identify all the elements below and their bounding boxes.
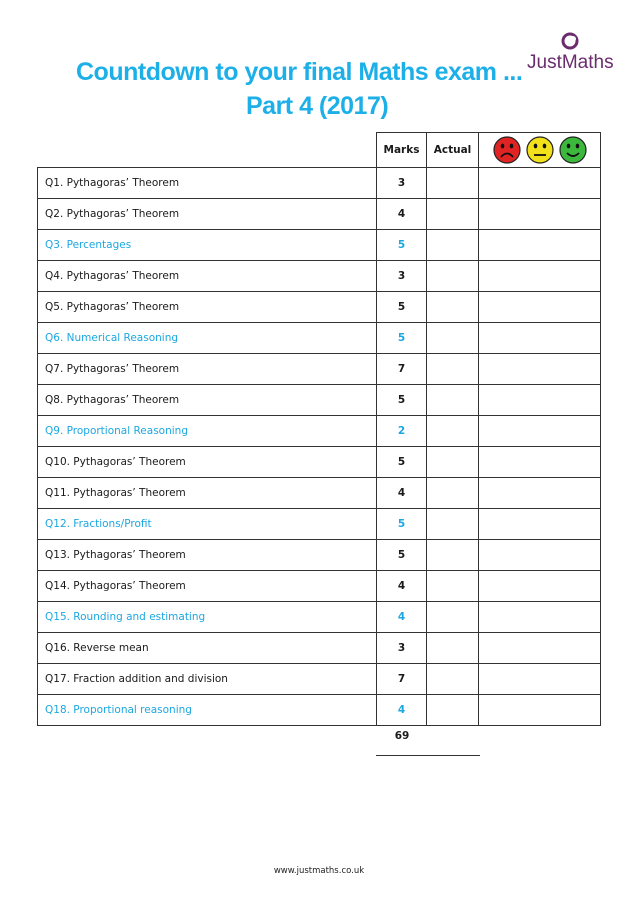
total-marks: 69 [394, 730, 410, 742]
table-row [38, 571, 601, 602]
question-cell: Q13. Pythagoras’ Theorem [38, 540, 377, 571]
actual-cell[interactable] [427, 416, 479, 447]
sad-face-icon [492, 135, 522, 165]
table-row [38, 354, 601, 385]
actual-cell[interactable] [427, 292, 479, 323]
confidence-cell[interactable] [479, 509, 601, 540]
confidence-cell[interactable] [479, 385, 601, 416]
question-cell: Q2. Pythagoras’ Theorem [38, 199, 377, 230]
marks-cell: 5 [377, 323, 427, 354]
marks-cell: 3 [377, 168, 427, 199]
actual-cell[interactable] [427, 633, 479, 664]
marks-cell: 3 [377, 261, 427, 292]
marks-table [37, 132, 601, 726]
table-row [38, 478, 601, 509]
actual-cell[interactable] [427, 168, 479, 199]
table-row [38, 230, 601, 261]
confidence-cell[interactable] [479, 478, 601, 509]
logo-text: JustMaths [527, 52, 614, 73]
question-cell: Q14. Pythagoras’ Theorem [38, 571, 377, 602]
actual-cell[interactable] [427, 230, 479, 261]
confidence-cell[interactable] [479, 230, 601, 261]
confidence-cell[interactable] [479, 261, 601, 292]
question-cell: Q10. Pythagoras’ Theorem [38, 447, 377, 478]
actual-cell[interactable] [427, 478, 479, 509]
confidence-cell[interactable] [479, 602, 601, 633]
actual-cell[interactable] [427, 199, 479, 230]
question-cell: Q18. Proportional reasoning [38, 695, 377, 726]
total-underline [376, 755, 480, 756]
question-cell: Q7. Pythagoras’ Theorem [38, 354, 377, 385]
marks-cell: 7 [377, 664, 427, 695]
table-row [38, 385, 601, 416]
confidence-cell[interactable] [479, 168, 601, 199]
table-row [38, 602, 601, 633]
question-cell: Q11. Pythagoras’ Theorem [38, 478, 377, 509]
question-cell: Q8. Pythagoras’ Theorem [38, 385, 377, 416]
happy-face-icon [558, 135, 588, 165]
actual-cell[interactable] [427, 664, 479, 695]
table-row [38, 633, 601, 664]
header-blank-cell [38, 133, 377, 168]
table-row [38, 447, 601, 478]
table-row [38, 168, 601, 199]
confidence-cell[interactable] [479, 292, 601, 323]
table-row [38, 292, 601, 323]
marks-cell: 5 [377, 292, 427, 323]
table-row [38, 261, 601, 292]
actual-cell[interactable] [427, 602, 479, 633]
marks-cell: 4 [377, 695, 427, 726]
table-row [38, 416, 601, 447]
question-cell: Q9. Proportional Reasoning [38, 416, 377, 447]
question-cell: Q5. Pythagoras’ Theorem [38, 292, 377, 323]
justmaths-logo [527, 30, 614, 74]
actual-cell[interactable] [427, 509, 479, 540]
question-cell: Q12. Fractions/Profit [38, 509, 377, 540]
confidence-cell[interactable] [479, 540, 601, 571]
actual-header: Actual [427, 133, 479, 168]
question-cell: Q1. Pythagoras’ Theorem [38, 168, 377, 199]
marks-cell: 7 [377, 354, 427, 385]
question-cell: Q6. Numerical Reasoning [38, 323, 377, 354]
marks-header: Marks [377, 133, 427, 168]
confidence-cell[interactable] [479, 633, 601, 664]
justmaths-logo-icon [559, 30, 581, 52]
table-row [38, 695, 601, 726]
neutral-face-icon [525, 135, 555, 165]
question-cell: Q17. Fraction addition and division [38, 664, 377, 695]
marks-cell: 5 [377, 447, 427, 478]
question-cell: Q15. Rounding and estimating [38, 602, 377, 633]
table-row [38, 199, 601, 230]
table-row [38, 664, 601, 695]
confidence-cell[interactable] [479, 199, 601, 230]
question-cell: Q3. Percentages [38, 230, 377, 261]
marks-cell: 5 [377, 540, 427, 571]
footer-url: www.justmaths.co.uk [273, 866, 365, 876]
confidence-cell[interactable] [479, 695, 601, 726]
marks-cell: 5 [377, 509, 427, 540]
confidence-cell[interactable] [479, 354, 601, 385]
actual-cell[interactable] [427, 447, 479, 478]
table-row [38, 509, 601, 540]
marks-cell: 4 [377, 199, 427, 230]
confidence-cell[interactable] [479, 571, 601, 602]
question-cell: Q4. Pythagoras’ Theorem [38, 261, 377, 292]
actual-cell[interactable] [427, 540, 479, 571]
actual-cell[interactable] [427, 695, 479, 726]
actual-cell[interactable] [427, 354, 479, 385]
marks-cell: 4 [377, 478, 427, 509]
table-header-row [38, 133, 601, 168]
marks-cell: 5 [377, 385, 427, 416]
marks-cell: 2 [377, 416, 427, 447]
actual-cell[interactable] [427, 261, 479, 292]
actual-cell[interactable] [427, 323, 479, 354]
question-cell: Q16. Reverse mean [38, 633, 377, 664]
page-title-line1: Countdown to your final Maths exam ... [76, 58, 523, 86]
page-title-line2: Part 4 (2017) [246, 92, 389, 120]
actual-cell[interactable] [427, 385, 479, 416]
actual-cell[interactable] [427, 571, 479, 602]
confidence-cell[interactable] [479, 664, 601, 695]
confidence-cell[interactable] [479, 416, 601, 447]
confidence-cell[interactable] [479, 323, 601, 354]
marks-cell: 3 [377, 633, 427, 664]
marks-cell: 5 [377, 230, 427, 261]
table-row [38, 540, 601, 571]
marks-cell: 4 [377, 602, 427, 633]
marks-cell: 4 [377, 571, 427, 602]
confidence-cell[interactable] [479, 447, 601, 478]
table-row [38, 323, 601, 354]
faces-header [479, 133, 601, 168]
